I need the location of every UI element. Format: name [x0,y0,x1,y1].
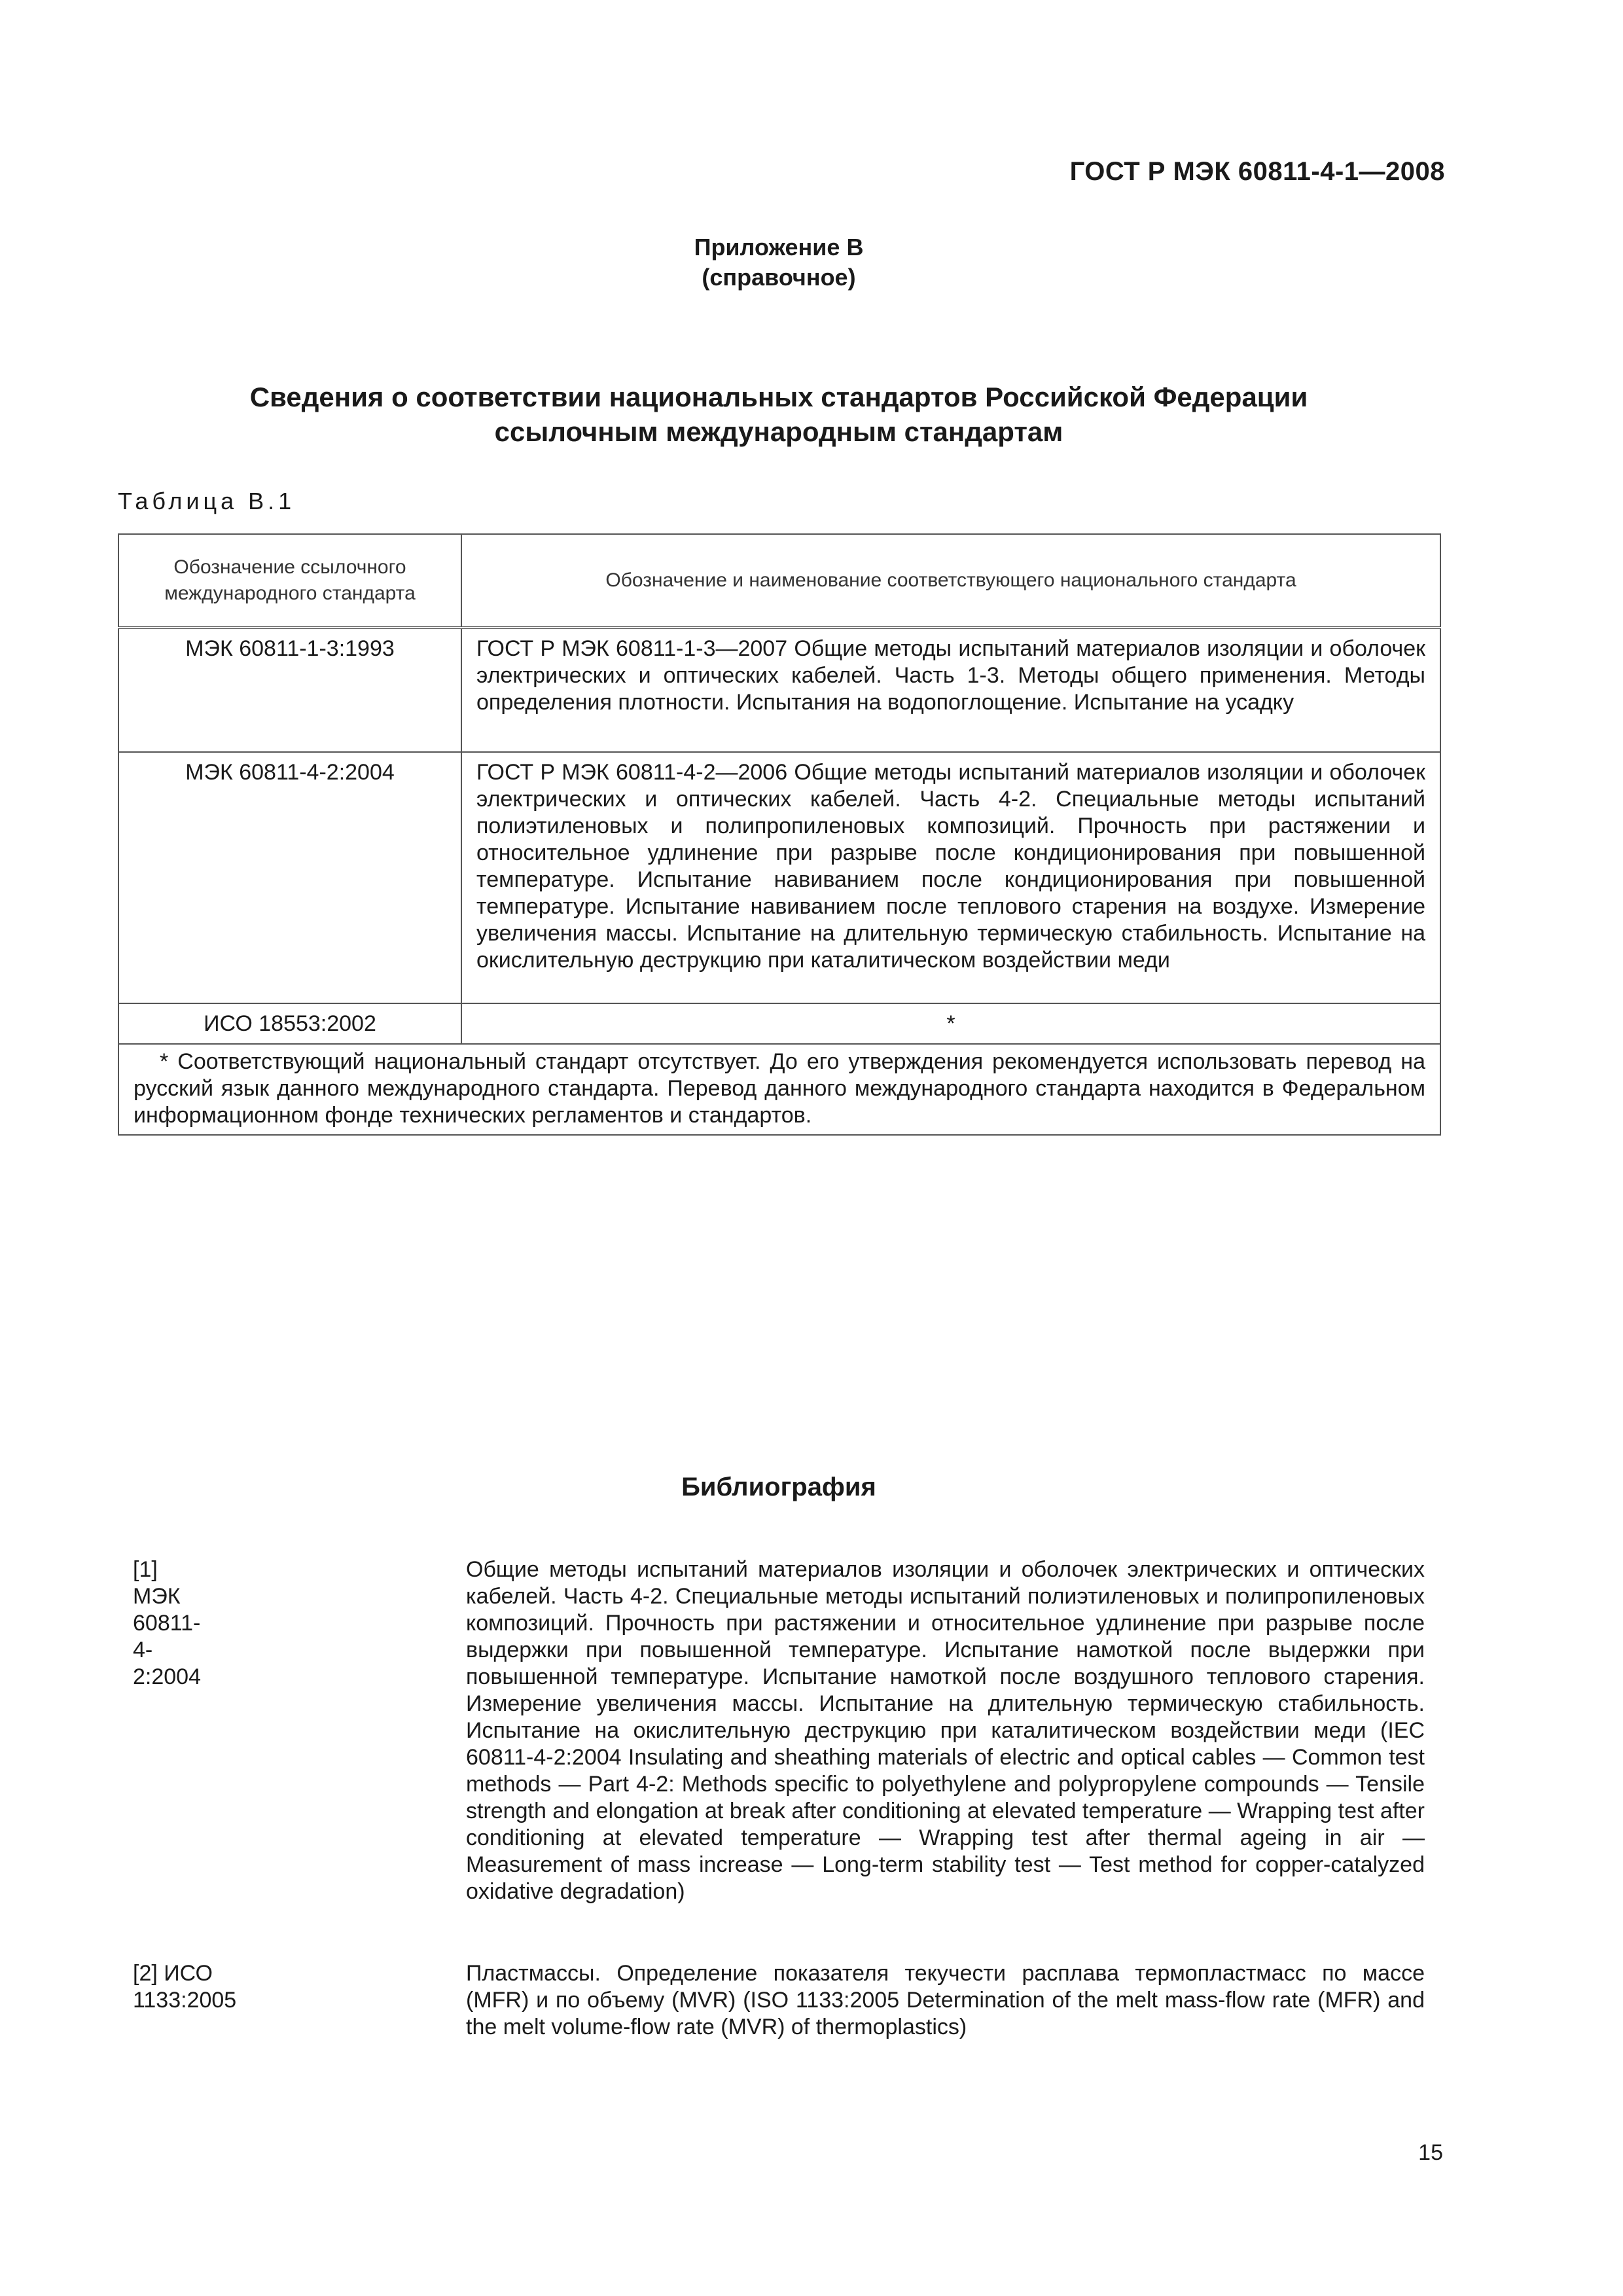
cell-ref-standard: МЭК 60811-1-3:1993 [118,628,461,752]
bibliography-title: Библиография [681,1473,876,1501]
table-row [118,1003,1440,1044]
appendix-title: Приложение В [694,234,864,260]
section-title-line-2: ссылочным международным стандартам [494,416,1063,447]
table-row [118,752,1440,1003]
bibliography-text: Общие методы испытаний материалов изоляции и оболочек электрических и оптических кабелей. Часть 4-2. Специальные методы испытаний полиэтиленовых и полипропиленовых композиций. Прочность при растяжении и относительное удлинение при разрыве после выдержки при повышенной температуре. Испытание намоткой после выдержки при повышенной температуре. Испытание намоткой после воздушного теплового старения. Измерение увеличения массы. Испытание на длительную термическую стабильность. Испытание на окислительную деструкцию при каталитическом воздействии меди (IEC 60811-4-2:2004 Insulating and sheathing materials of electric and optical cables — Common test methods — Part 4-2: Methods specific to polyethylene and polypropylene compounds — Tensile strength and elongation at break after conditioning at elevated temperature — Wrapping test after conditioning at elevated temperature — Wrapping test after thermal ageing in air — Measurement of mass increase — Long-term stability test — Test method for copper-catalyzed oxidative degradation) [466,1557,1425,1904]
bibliography-ref: [2] ИСО 1133:2005 [133,1961,237,2013]
cell-national-standard: * [461,1003,1440,1044]
cell-national-standard: ГОСТ Р МЭК 60811-4-2—2006 Общие методы испытаний материалов изоляции и оболочек электрических и оптических кабелей. Часть 4-2. Специальные методы испытаний полиэтиленовых и полипропиленовых композиций. Прочность при растяжении и относительное удлинение при разрыве после кондиционирования при повышенной температуре. Испытание навиванием после кондиционирования при повышенной температуре. Испытание навиванием после теплового старения на воздухе. Измерение увеличения массы. Испытание на длительную термическую стабильность. Испытание на окислительную деструкцию при каталитическом воздействии меди [461,752,1440,1003]
cell-ref-standard: ИСО 18553:2002 [118,1003,461,1044]
cell-national-standard: ГОСТ Р МЭК 60811-1-3—2007 Общие методы испытаний материалов изоляции и оболочек электрических и оптических кабелей. Часть 1-3. Методы общего применения. Методы определения плотности. Испытания на водопоглощение. Испытание на усадку [461,628,1440,752]
table-caption: Таблица В.1 [118,488,296,514]
section-title-line-1: Сведения о соответствии национальных стандартов Российской Федерации [249,382,1308,412]
bibliography-ref: [1] МЭК 60811-4-2:2004 [133,1557,201,1689]
appendix-heading [0,232,1558,293]
cell-ref-standard: МЭК 60811-4-2:2004 [118,752,461,1003]
table-row [118,628,1440,752]
page-number: 15 [1418,2140,1443,2165]
table-header-row [118,534,1440,628]
document-code: ГОСТ Р МЭК 60811-4-1—2008 [1069,157,1445,186]
bibliography-text: Пластмассы. Определение показателя текучести расплава термопластмасс по массе (MFR) и по объему (MVR) (ISO 1133:2005 Determination of the melt mass-flow rate (MFR) and the melt volume-flow rate (MVR) of thermoplastics) [466,1961,1425,2039]
section-title [0,380,1558,449]
table-footnote-row [118,1044,1440,1135]
appendix-subtitle: (справочное) [702,264,856,291]
header-international-standard: Обозначение ссылочного международного стандарта [118,534,461,628]
standards-correspondence-table [118,533,1441,1136]
table-footnote: * Соответствующий национальный стандарт отсутствует. До его утверждения рекомендуется использовать перевод на русский язык данного международного стандарта. Перевод данного международного стандарта находится в Федеральном информационном фонде технических регламентов и стандартов. [118,1044,1440,1135]
header-national-standard: Обозначение и наименование соответствующего национального стандарта [461,534,1440,628]
